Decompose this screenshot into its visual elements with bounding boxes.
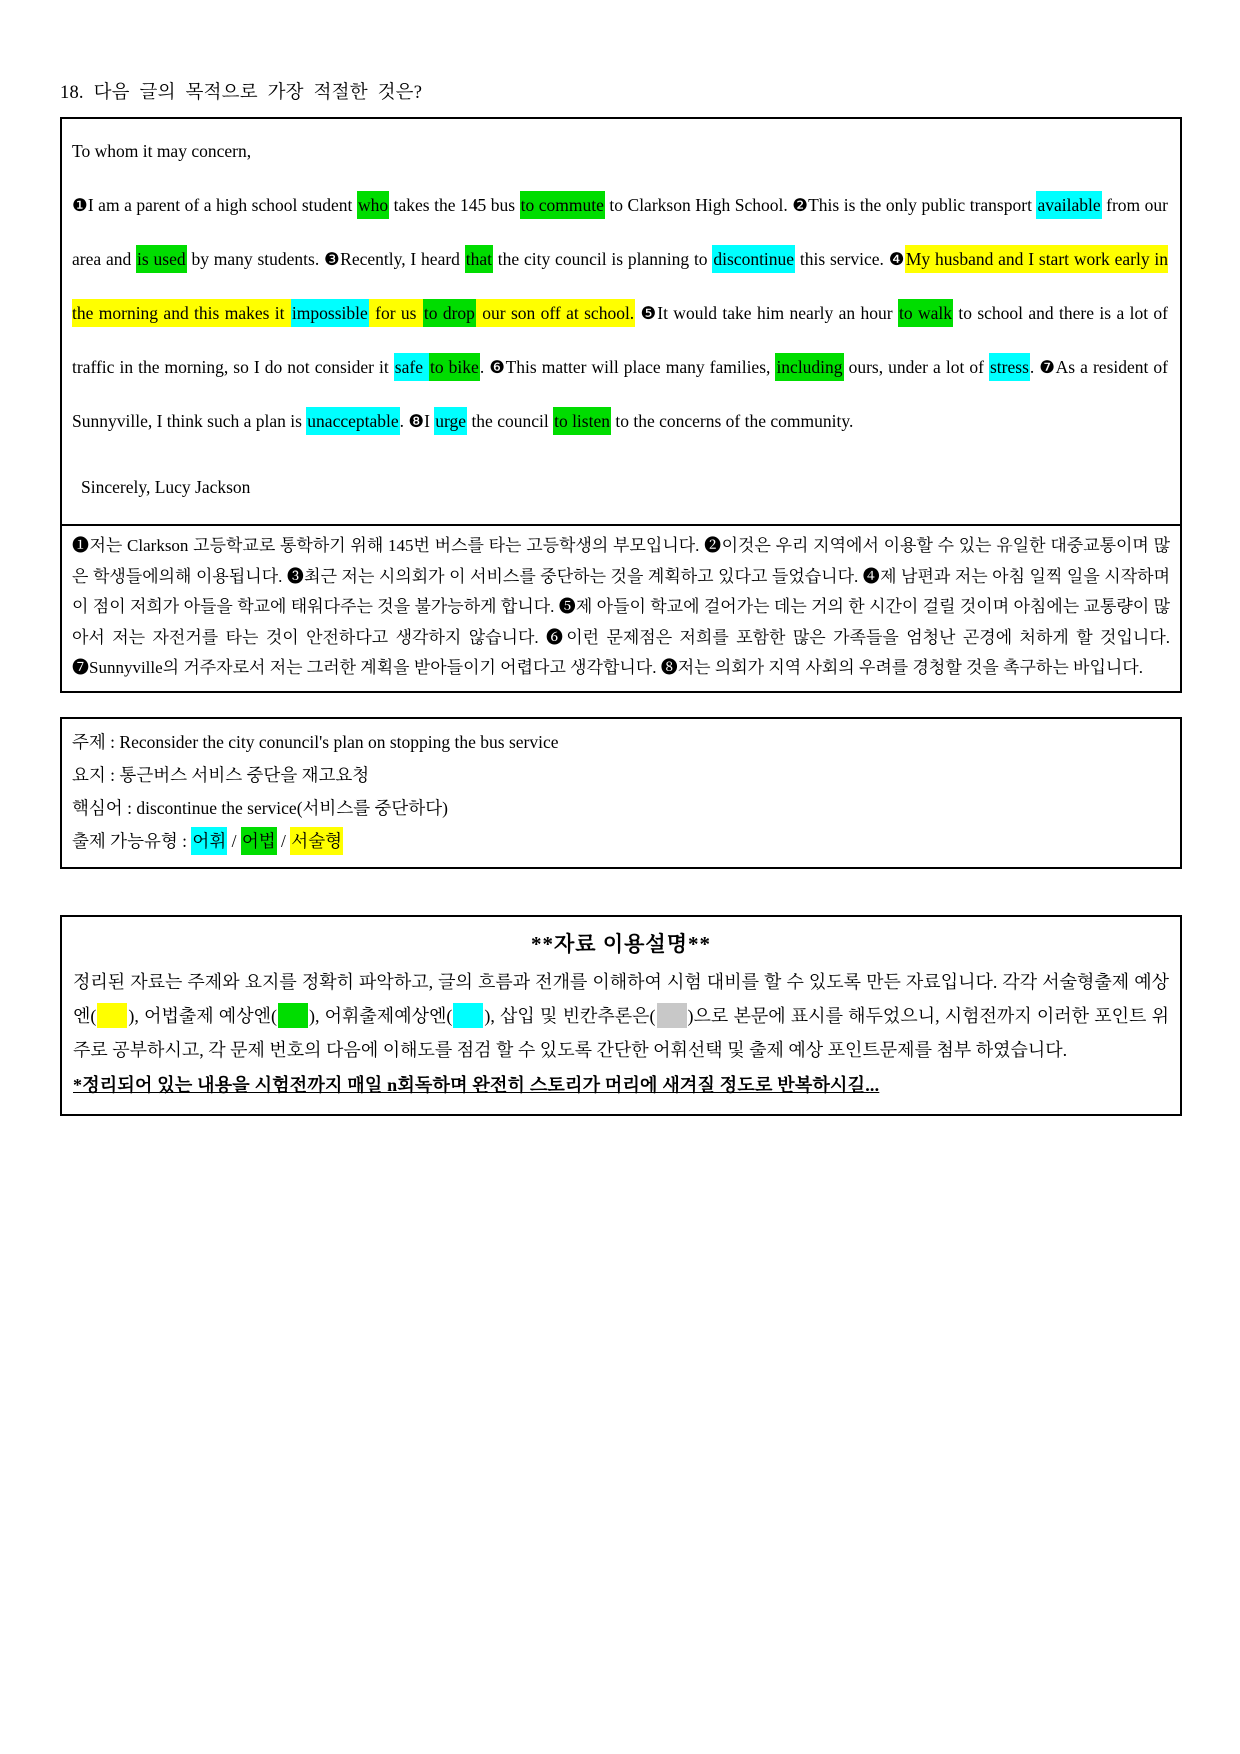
text-run: the city council is planning to xyxy=(492,249,713,269)
summary-topic: 주제 : Reconsider the city conuncil's plan on stopping the bus service xyxy=(72,731,559,752)
text-run: to school and there is a lot of traffic in the morning, so I do not consider it xyxy=(72,303,1169,377)
passage-signature: Sincerely, Lucy Jackson xyxy=(81,477,251,497)
text-run: )으로 본문에 표시를 해두었으니, 시험전까지 이러한 포인트 위주로 공부하시고, 각 문제 번호의 다음에 이해도를 점검 할 수 있도록 간단한 어휘선택 및 출제 예상 포인트문제를 첨부 하였습니다. xyxy=(73,1005,1169,1060)
highlighted-text: impossible xyxy=(291,299,369,327)
text-run: ), 삽입 및 빈칸추론은( xyxy=(484,1005,656,1026)
summary-keyword: 핵심어 : discontinue the service(서비스를 중단하다) xyxy=(72,797,448,818)
highlighted-text: 서술형 xyxy=(290,827,343,855)
info-body xyxy=(73,965,1169,1067)
text-run: . ❼As a resident of Sunnyville, I think such a plan is xyxy=(72,357,1168,431)
highlighted-text: is used xyxy=(136,245,187,273)
text-run: ), 어법출제 예상엔( xyxy=(128,1005,277,1026)
text-run: the council xyxy=(467,411,554,431)
passage-body xyxy=(72,178,1168,448)
highlighted-text: 어휘 xyxy=(191,827,227,855)
gray-marker-swatch xyxy=(657,1003,687,1028)
text-run: 출제 가능유형 : xyxy=(72,830,192,851)
yellow-marker-swatch xyxy=(97,1003,127,1028)
text-run: / xyxy=(227,830,241,851)
question-title: 다음 글의 목적으로 가장 적절한 것은? xyxy=(93,83,423,103)
text-run: . ❽I xyxy=(399,411,435,431)
highlighted-text: who xyxy=(357,191,389,219)
summary-box xyxy=(60,717,1182,869)
info-title: **자료 이용설명** xyxy=(531,931,711,956)
summary-question-types xyxy=(72,825,1170,858)
highlighted-text: including xyxy=(775,353,843,381)
highlighted-text: safe xyxy=(394,353,429,381)
question-header xyxy=(60,78,1182,104)
question-number: 18. xyxy=(60,83,84,103)
highlighted-text: unacceptable xyxy=(306,407,399,435)
highlighted-text: to bike xyxy=(429,353,480,381)
highlighted-text: 어법 xyxy=(241,827,277,855)
text-run: ), 어휘출제예상엔( xyxy=(308,1005,453,1026)
green-marker-swatch xyxy=(278,1003,308,1028)
text-run: from our area and xyxy=(72,195,1168,269)
summary-gist: 요지 : 통근버스 서비스 중단을 재고요청 xyxy=(72,764,370,785)
korean-translation: ❶저는 Clarkson 고등학교로 통학하기 위해 145번 버스를 타는 고등학생의 부모입니다. ❷이것은 우리 지역에서 이용할 수 있는 유일한 대중교통이며 많은 학생들에의해 이용됩니다. ❸최근 저는 시의회가 이 서비스를 중단하는 것을 계획하고 있다고 들었습니다. ❹제 남편과 저는 아침 일찍 일을 시작하며 이 점이 저희가 아들을 학교에 태워다주는 것을 불가능하게 합니다. ❺제 아들이 학교에 걸어가는 데는 거의 한 시간이 걸릴 것이며 아침에는 교통량이 많아서 저는 자전거를 타는 것이 안전하다고 생각하지 않습니다. ❻이런 문제점은 저희를 포함한 많은 가족들을 엄청난 곤경에 처하게 할 것입니다. ❼Sunnyville의 거주자로서 저는 그러한 계획을 받아들이기 어렵다고 생각합니다. ❽저는 의회가 지역 사회의 우려를 경청할 것을 촉구하는 바입니다. xyxy=(62,524,1180,691)
text-run: . ❻This matter will place many families, xyxy=(479,357,776,377)
passage-box xyxy=(60,117,1182,693)
highlighted-text: to drop xyxy=(423,299,476,327)
highlighted-text: to listen xyxy=(553,407,611,435)
highlighted-text: for us xyxy=(369,299,423,327)
highlighted-text: stress xyxy=(989,353,1030,381)
text-run: by many students. ❸Recently, I heard xyxy=(186,249,465,269)
text-run: ours, under a lot of xyxy=(843,357,989,377)
info-footer: *정리되어 있는 내용을 시험전까지 매일 n회독하며 완전히 스토리가 머리에 새겨질 정도로 반복하시길... xyxy=(73,1074,880,1095)
passage-salutation: To whom it may concern, xyxy=(72,141,252,161)
text-run: / xyxy=(276,830,291,851)
text-run: takes the 145 bus xyxy=(389,195,520,215)
text-run: to the concerns of the community. xyxy=(610,411,854,431)
highlighted-text: available xyxy=(1036,191,1101,219)
cyan-marker-swatch xyxy=(453,1003,483,1028)
text-run: ❺It would take him nearly an hour xyxy=(635,303,898,323)
highlighted-text: that xyxy=(465,245,493,273)
text-run: ❶I am a parent of a high school student xyxy=(72,195,357,215)
highlighted-text: our son off at school. xyxy=(476,299,635,327)
highlighted-text: to walk xyxy=(898,299,953,327)
text-run: to Clarkson High School. ❷This is the only public transport xyxy=(604,195,1037,215)
highlighted-text: discontinue xyxy=(712,245,795,273)
text-run: this service. ❹ xyxy=(795,249,905,269)
highlighted-text: urge xyxy=(434,407,467,435)
text-run: 정리된 자료는 주제와 요지를 정확히 파악하고, 글의 흐름과 전개를 이해하여 시험 대비를 할 수 있도록 만든 자료입니다. 각각 서술형출제 예상엔( xyxy=(73,971,1169,1026)
highlighted-text: to commute xyxy=(520,191,605,219)
highlighted-text: My husband and I start work early in the morning and this makes it xyxy=(72,245,1168,327)
info-box xyxy=(60,915,1182,1116)
english-passage xyxy=(62,119,1180,524)
